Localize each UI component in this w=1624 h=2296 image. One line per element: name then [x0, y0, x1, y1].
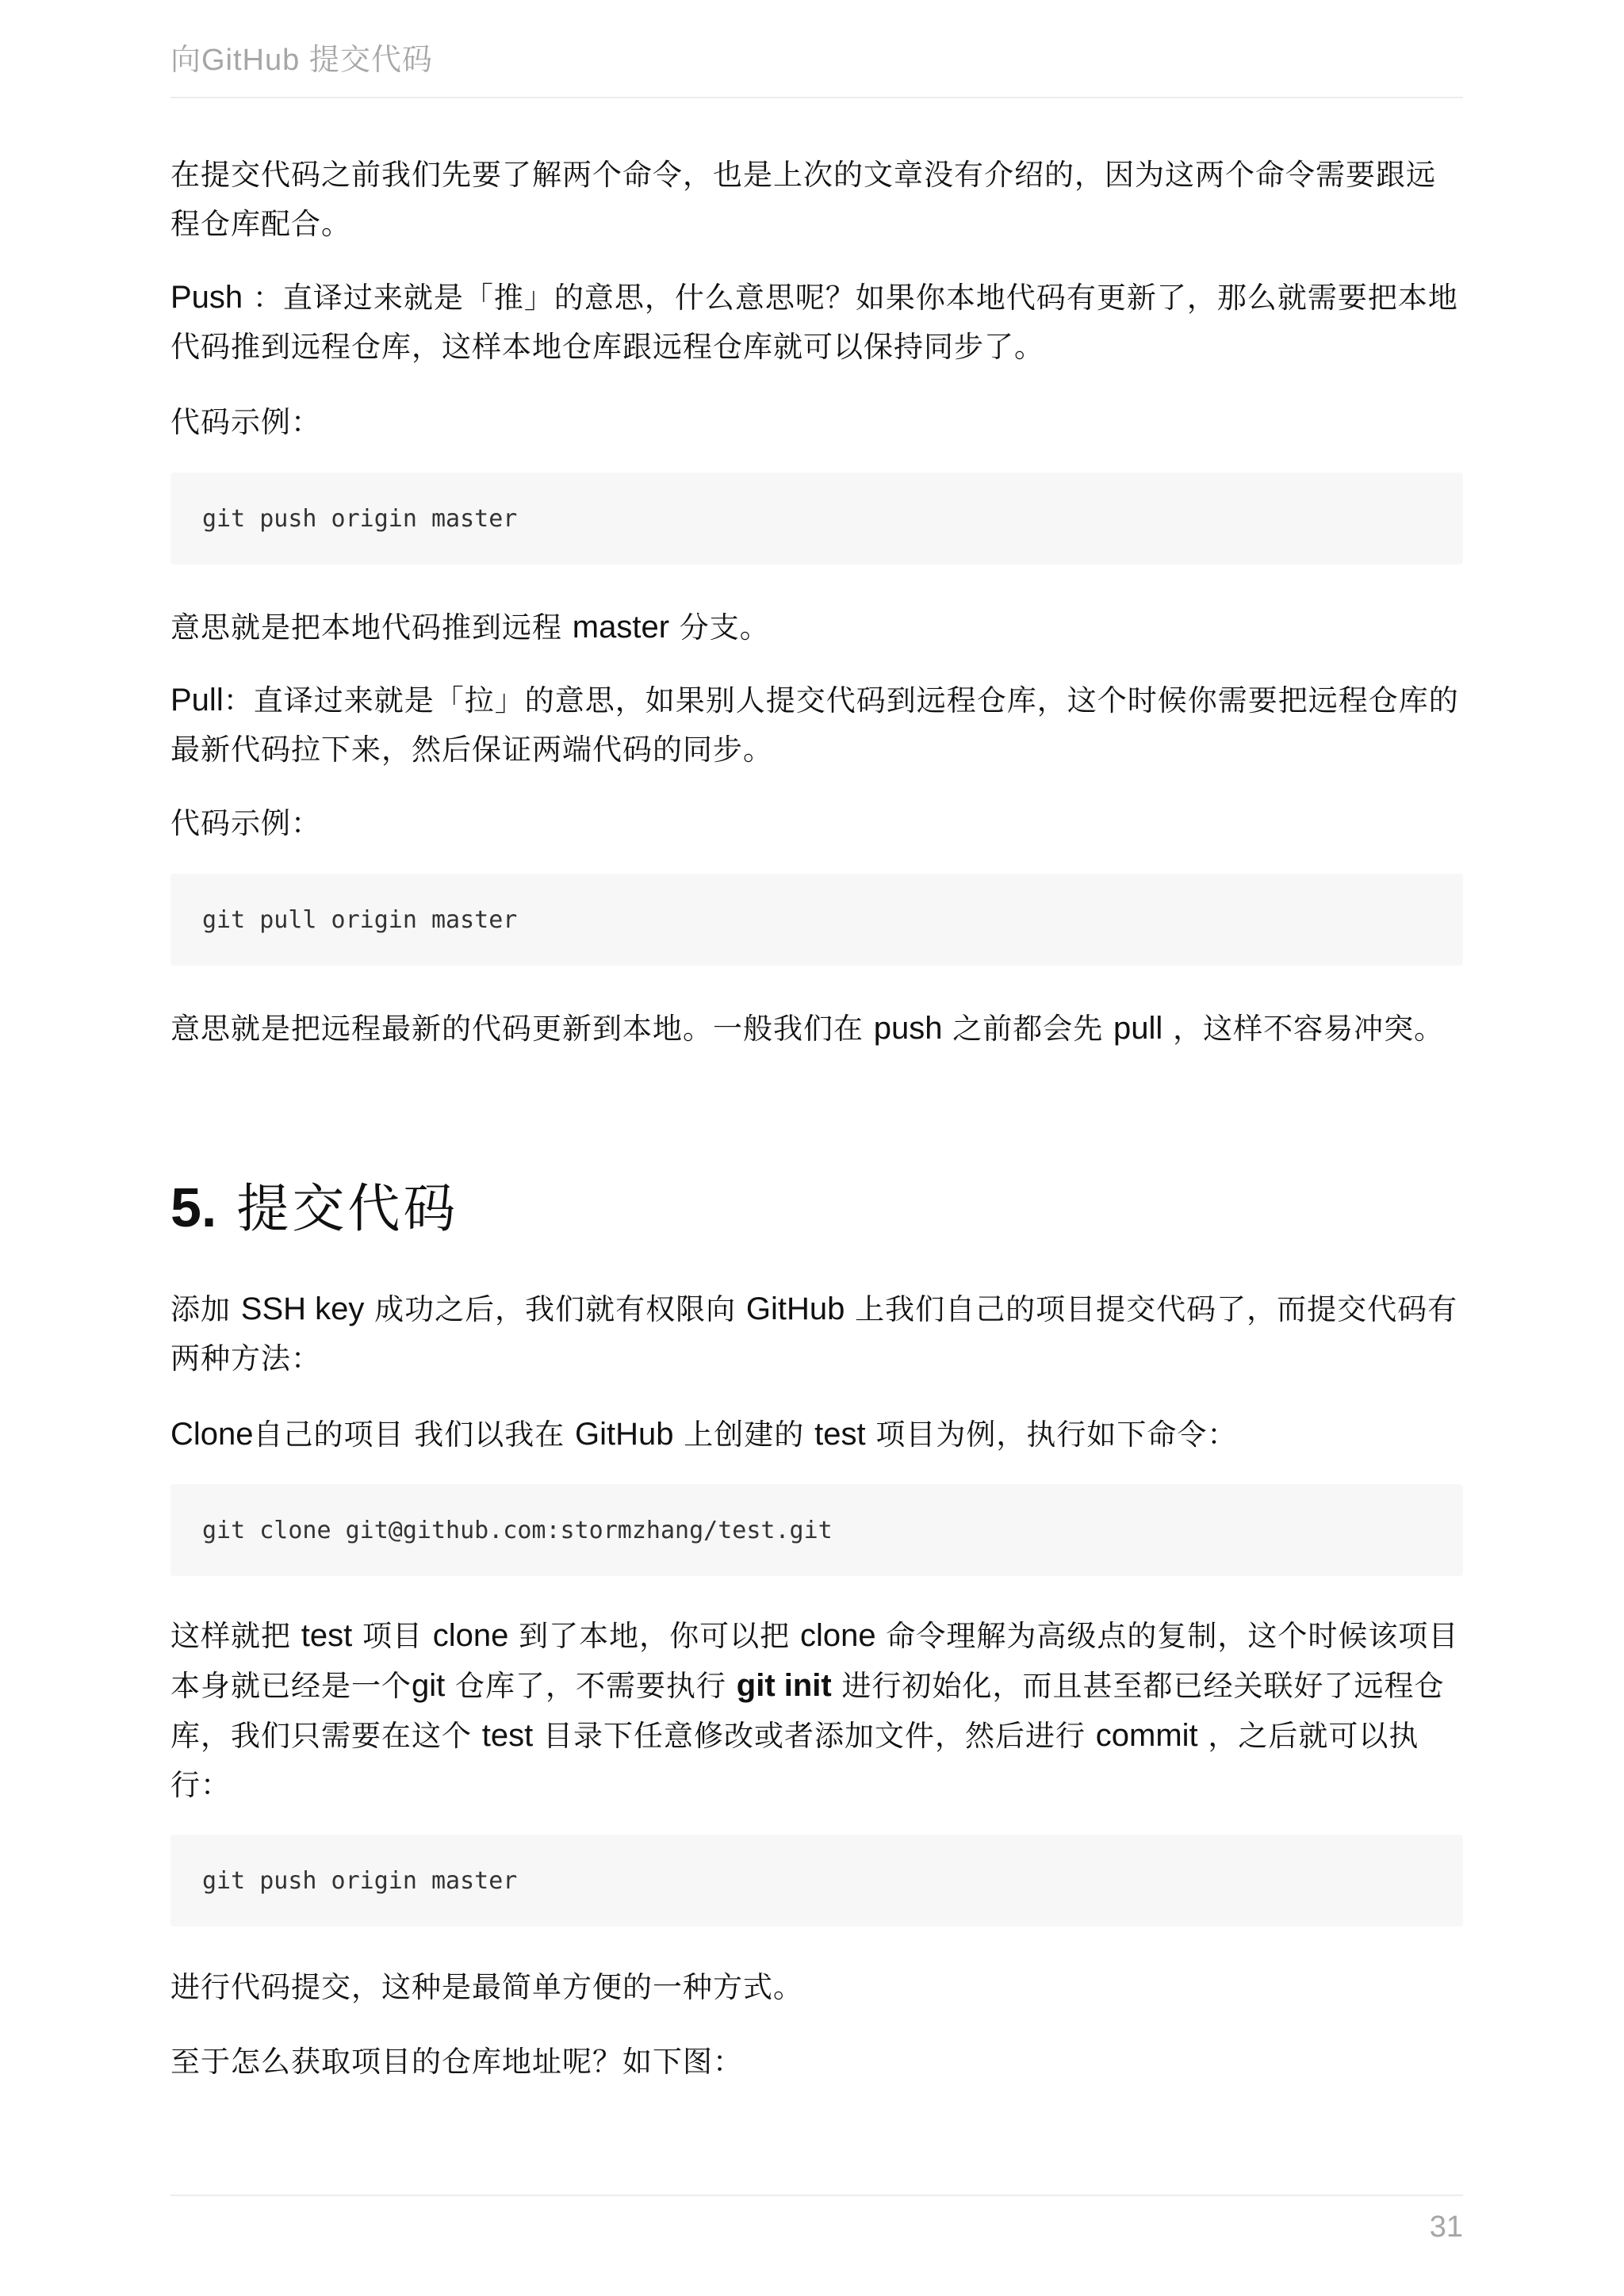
clone-paragraph: Clone自己的项目 我们以我在 GitHub 上创建的 test 项目为例，执行如下命令： [170, 1417, 1238, 1452]
running-header: 向GitHub 提交代码 [170, 44, 433, 77]
final-push-code-block [170, 1835, 1463, 1927]
pull-term: Pull [170, 683, 224, 718]
footer-divider [170, 2195, 1463, 2196]
intro-paragraph: 在提交代码之前我们先要了解两个命令，也是上次的文章没有介绍的，因为这两个命令需要跟远程仓库配合。 [170, 158, 1436, 241]
clone-code-block [170, 1484, 1463, 1576]
section-title: 提交代码 [216, 1178, 459, 1239]
section-heading [170, 1172, 458, 1245]
push-explanation: 意思就是把本地代码推到远程 master 分支。 [170, 610, 770, 645]
push-example-label: 代码示例： [170, 405, 321, 439]
push-code-block [170, 473, 1463, 564]
push-term: Push [170, 280, 243, 315]
final-push-code: git push origin master [202, 1866, 518, 1895]
section-number: 5. [170, 1177, 217, 1238]
pull-example-label: 代码示例： [170, 806, 321, 840]
question-paragraph: 至于怎么获取项目的仓库地址呢？如下图： [170, 2045, 743, 2079]
conclusion-paragraph: 进行代码提交，这种是最简单方便的一种方式。 [170, 1970, 803, 2004]
pull-code-block [170, 874, 1463, 966]
ssh-paragraph: 添加 SSH key 成功之后，我们就有权限向 GitHub 上我们自己的项目提交代码了，而提交代码有两种方法： [170, 1292, 1458, 1376]
page-number: 31 [1429, 2210, 1463, 2244]
push-paragraph [170, 273, 1463, 372]
clone-explanation: 这样就把 test 项目 clone 到了本地，你可以把 clone 命令理解为高级点的复制，这个时候该项目本身就已经是一个git 仓库了，不需要执行 git init 进行初始化，而且甚至都已经关联好了远程仓库，我们只需要在这个 test 目录下任意修改或者添加文件，然后进行 commit ，之后就可以执行： [170, 1618, 1459, 1802]
git-init-term: git init [736, 1668, 832, 1703]
pull-explanation: 意思就是把远程最新的代码更新到本地。一般我们在 push 之前都会先 pull ，这样不容易冲突。 [170, 1011, 1445, 1046]
pull-description: ：直译过来就是「拉」的意思，如果别人提交代码到远程仓库，这个时候你需要把远程仓库的最新代码拉下来，然后保证两端代码的同步。 [170, 683, 1459, 767]
master-term: master [572, 610, 670, 645]
pull-paragraph [170, 675, 1463, 775]
header-divider [170, 97, 1463, 98]
clone-code: git clone git@github.com:stormzhang/test.git [202, 1516, 833, 1544]
push-description: ：直译过来就是「推」的意思，什么意思呢？如果你本地代码有更新了，那么就需要把本地代码推到远程仓库，这样本地仓库跟远程仓库就可以保持同步了。 [170, 281, 1458, 364]
push-code: git push origin master [202, 504, 518, 533]
pull-code: git pull origin master [202, 905, 518, 934]
